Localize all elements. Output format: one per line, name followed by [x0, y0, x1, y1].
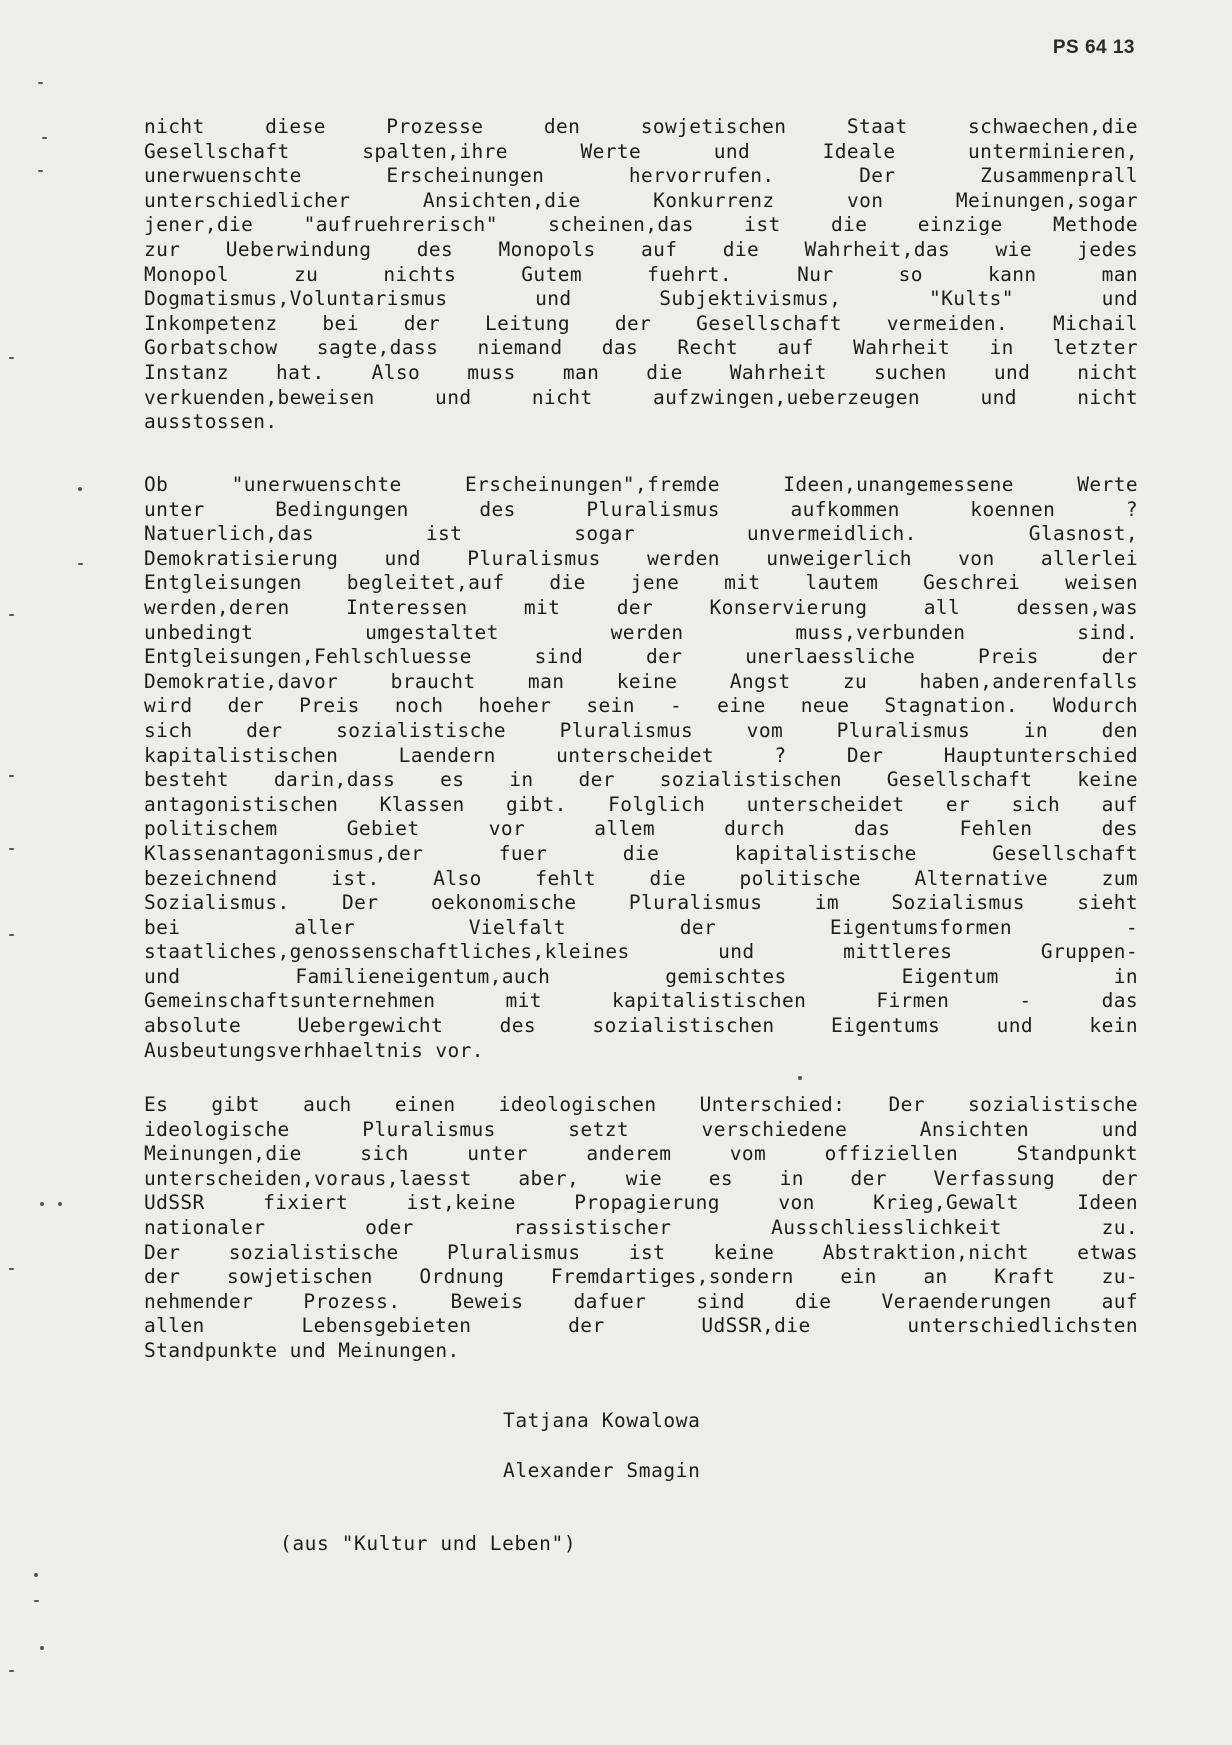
text-line: staatliches,genossenschaftliches,kleines und mittleres Gruppen- [144, 940, 1138, 964]
text-line: Es gibt auch einen ideologischen Unterschied: Der sozialistische [144, 1093, 1138, 1116]
scan-speck [9, 614, 14, 616]
text-line: unterscheiden,voraus,laesst aber, wie es in der Verfassung der [144, 1166, 1138, 1190]
text-line: Meinungen,die sich unter anderem vom offiziellen Standpunkt [144, 1142, 1138, 1166]
scan-speck [38, 82, 43, 84]
scan-speck [9, 934, 14, 936]
author-name-1: Tatjana Kowalowa [503, 1409, 701, 1432]
text-line: Monopol zu nichts Gutem fuehrt. Nur so kann man [144, 262, 1138, 286]
scan-speck [9, 1670, 14, 1672]
text-line: Gesellschaft spalten,ihre Werte und Ideale unterminieren, [144, 139, 1138, 163]
scan-speck [40, 1202, 44, 1206]
scan-speck [42, 137, 47, 139]
text-line: Ausbeutungsverhhaeltnis vor. [144, 1038, 484, 1062]
text-line: UdSSR fixiert ist,keine Propagierung von Krieg,Gewalt Ideen [144, 1191, 1138, 1215]
scan-speck [34, 1573, 38, 1577]
text-line: politischem Gebiet vor allem durch das Fehlen des [144, 817, 1138, 841]
text-line: nicht diese Prozesse den sowjetischen Staat schwaechen,die [144, 115, 1138, 138]
scan-speck [9, 848, 14, 850]
scan-speck [40, 1646, 44, 1650]
text-line: nehmender Prozess. Beweis dafuer sind die Veraenderungen auf [144, 1289, 1138, 1313]
text-line: bezeichnend ist. Also fehlt die politische Alternative zum [144, 866, 1138, 890]
scan-speck [38, 170, 43, 172]
scan-speck [9, 775, 14, 777]
scan-speck [34, 1600, 39, 1602]
scan-speck [9, 1268, 14, 1270]
text-line: ideologische Pluralismus setzt verschiedene Ansichten und [144, 1117, 1138, 1141]
text-line: unbedingt umgestaltet werden muss,verbunden sind. [144, 620, 1138, 644]
scan-speck [798, 1076, 802, 1080]
scan-speck [58, 1202, 62, 1206]
text-line: Gorbatschow sagte,dass niemand das Recht auf Wahrheit in letzter [144, 336, 1138, 360]
text-line: zur Ueberwindung des Monopols auf die Wahrheit,das wie jedes [144, 237, 1138, 261]
text-line: Standpunkte und Meinungen. [144, 1338, 460, 1362]
author-name-2: Alexander Smagin [503, 1459, 701, 1482]
text-line: ausstossen. [144, 410, 278, 434]
text-line: wird der Preis noch hoeher sein - eine neue Stagnation. Wodurch [144, 694, 1138, 718]
text-line: bei aller Vielfalt der Eigentumsformen - [144, 915, 1138, 939]
text-line: Der sozialistische Pluralismus ist keine Abstraktion,nicht etwas [144, 1240, 1138, 1264]
text-line: werden,deren Interessen mit der Konservierung all dessen,was [144, 595, 1138, 619]
text-line: der sowjetischen Ordnung Fremdartiges,sondern ein an Kraft zu- [144, 1265, 1138, 1289]
text-line: unerwuenschte Erscheinungen hervorrufen. Der Zusammenprall [144, 164, 1138, 188]
text-line: verkuenden,beweisen und nicht aufzwingen,ueberzeugen und nicht [144, 385, 1138, 409]
text-line: Ob "unerwuenschte Erscheinungen",fremde Ideen,unangemessene Werte [144, 473, 1138, 496]
text-line: Entgleisungen begleitet,auf die jene mit lautem Geschrei weisen [144, 571, 1138, 595]
text-line: sich der sozialistische Pluralismus vom Pluralismus in den [144, 718, 1138, 742]
text-line: allen Lebensgebieten der UdSSR,die unterschiedlichsten [144, 1314, 1138, 1338]
paragraph-1 [144, 115, 1138, 435]
paragraph-3 [144, 1093, 1138, 1364]
scan-speck [78, 487, 82, 491]
text-line: unterschiedlicher Ansichten,die Konkurrenz von Meinungen,sogar [144, 188, 1138, 212]
text-line: Dogmatismus,Voluntarismus und Subjektivismus, "Kults" und [144, 287, 1138, 311]
scan-speck [9, 357, 14, 359]
text-line: jener,die "aufruehrerisch" scheinen,das ist die einzige Methode [144, 213, 1138, 237]
text-line: Sozialismus. Der oekonomische Pluralismus im Sozialismus sieht [144, 891, 1138, 915]
text-line: kapitalistischen Laendern unterscheidet ? Der Hauptunterschied [144, 743, 1138, 767]
text-line: unter Bedingungen des Pluralismus aufkommen koennen ? [144, 497, 1138, 521]
text-line: Demokratisierung und Pluralismus werden unweigerlich von allerlei [144, 546, 1138, 570]
scan-speck [78, 563, 83, 565]
text-line: Gemeinschaftsunternehmen mit kapitalistischen Firmen - das [144, 989, 1138, 1013]
text-line: absolute Uebergewicht des sozialistischen Eigentums und kein [144, 1014, 1138, 1038]
text-line: Demokratie,davor braucht man keine Angst zu haben,anderenfalls [144, 669, 1138, 693]
text-line: und Familieneigentum,auch gemischtes Eigentum in [144, 964, 1138, 988]
page-number: PS 64 13 [1052, 37, 1135, 58]
text-line: Klassenantagonismus,der fuer die kapitalistische Gesellschaft [144, 841, 1138, 865]
text-line: Instanz hat. Also muss man die Wahrheit suchen und nicht [144, 360, 1138, 384]
paragraph-2 [144, 473, 1138, 1063]
text-line: Inkompetenz bei der Leitung der Gesellschaft vermeiden. Michail [144, 311, 1138, 335]
text-line: besteht darin,dass es in der sozialistischen Gesellschaft keine [144, 768, 1138, 792]
source-citation: (aus "Kultur und Leben") [280, 1532, 577, 1555]
text-line: Natuerlich,das ist sogar unvermeidlich. Glasnost, [144, 522, 1138, 546]
text-line: antagonistischen Klassen gibt. Folglich unterscheidet er sich auf [144, 792, 1138, 816]
text-line: Entgleisungen,Fehlschluesse sind der unerlaessliche Preis der [144, 645, 1138, 669]
text-line: nationaler oder rassistischer Ausschliesslichkeit zu. [144, 1215, 1138, 1239]
